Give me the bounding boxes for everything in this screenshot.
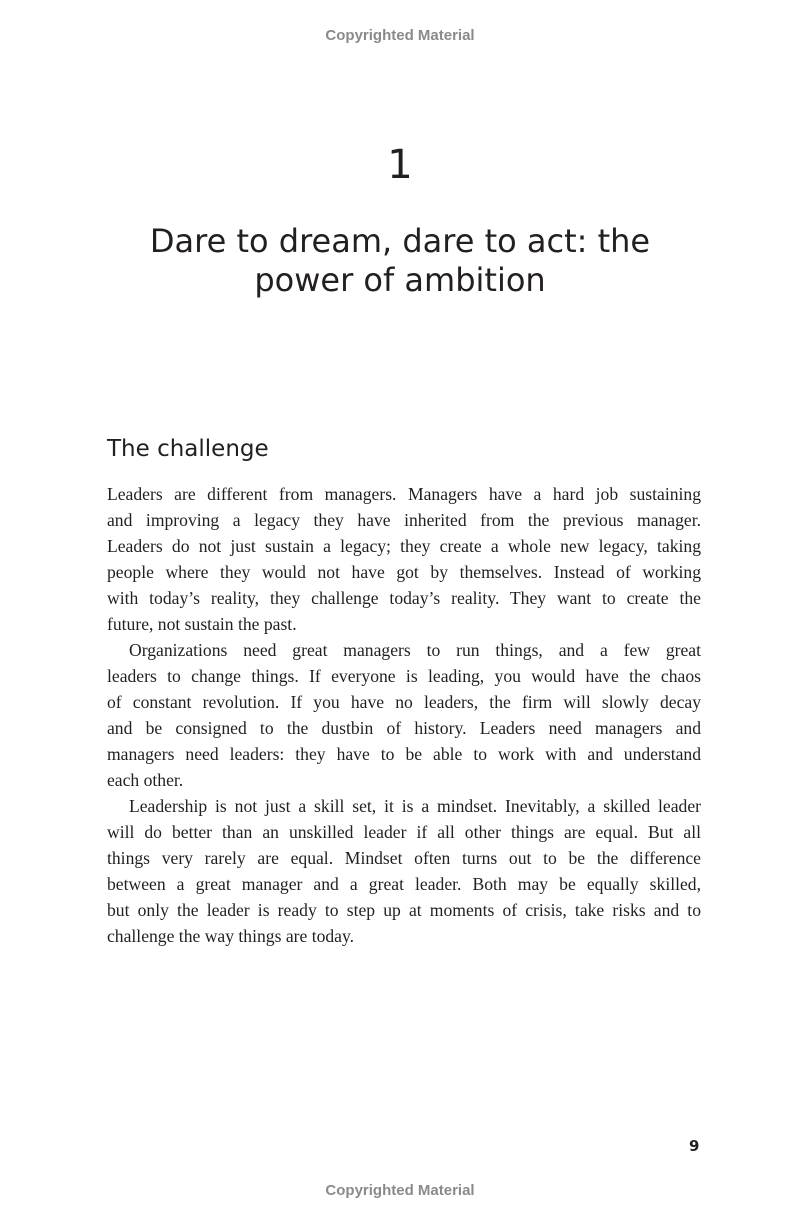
paragraph-line: leaders to change things. If everyone is leading, you would have the chaos (107, 666, 701, 686)
section-heading: The challenge (107, 436, 269, 462)
chapter-title (0, 222, 800, 300)
chapter-title-line: Dare to dream, dare to act: the (149, 222, 651, 260)
page-number: 9 (689, 1137, 700, 1155)
paragraph-line: Leadership is not just a skill set, it is a mindset. Inevitably, a skilled leader (129, 796, 701, 816)
paragraph-line: but only the leader is ready to step up at moments of crisis, take risks and to (107, 900, 701, 920)
paragraph-line: things very rarely are equal. Mindset often turns out to be the difference (107, 848, 701, 868)
copyright-watermark-top: Copyrighted Material (325, 27, 475, 44)
paragraph-line: Leaders do not just sustain a legacy; they create a whole new legacy, taking (107, 536, 701, 556)
copyright-watermark-bottom: Copyrighted Material (325, 1182, 475, 1199)
paragraph (107, 637, 701, 793)
chapter-number: 1 (387, 142, 413, 188)
paragraph-line: of constant revolution. If you have no leaders, the firm will slowly decay (107, 692, 701, 712)
paragraph-line: managers need leaders: they have to be able to work with and understand (107, 744, 701, 764)
paragraph-line: and be consigned to the dustbin of history. Leaders need managers and (107, 718, 701, 738)
paragraph-line: each other. (107, 770, 184, 790)
paragraph-line: with today’s reality, they challenge today’s reality. They want to create the (107, 588, 701, 608)
body-text (107, 481, 701, 949)
paragraph (107, 481, 701, 637)
paragraph-line: between a great manager and a great leader. Both may be equally skilled, (107, 874, 701, 894)
paragraph-line: Organizations need great managers to run things, and a few great (129, 640, 701, 660)
paragraph (107, 793, 701, 949)
paragraph-line: Leaders are different from managers. Managers have a hard job sustaining (107, 484, 701, 504)
paragraph-line: people where they would not have got by themselves. Instead of working (107, 562, 701, 582)
paragraph-line: challenge the way things are today. (107, 926, 355, 946)
paragraph-line: and improving a legacy they have inherited from the previous manager. (107, 510, 701, 530)
paragraph-line: future, not sustain the past. (107, 614, 297, 634)
chapter-title-line: power of ambition (254, 261, 546, 299)
paragraph-line: will do better than an unskilled leader if all other things are equal. But all (107, 822, 701, 842)
